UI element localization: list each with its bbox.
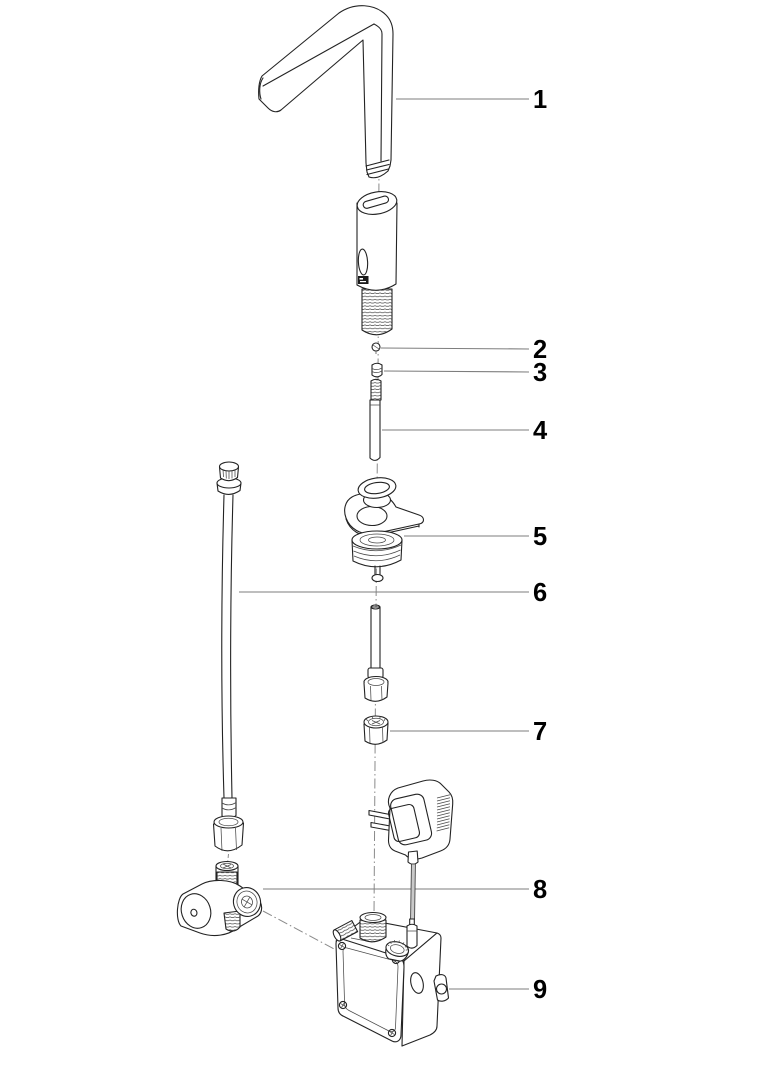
- callout-4: 4: [533, 417, 548, 445]
- valve-bottom-port: [224, 911, 240, 931]
- box-inlet-cylinder: [360, 913, 386, 942]
- power-cable: [407, 864, 417, 948]
- callout-7: 7: [533, 718, 548, 746]
- part-mounting-set: [345, 475, 424, 581]
- cable-strain-relief: [408, 851, 418, 864]
- callout-2: 2: [533, 336, 548, 364]
- callout-9: 9: [533, 976, 548, 1004]
- connecting-pipe: [364, 605, 388, 701]
- brand-logo: [358, 276, 369, 284]
- callout-8: 8: [533, 876, 548, 904]
- part-ring: [372, 343, 380, 354]
- callout-1: 1: [533, 86, 548, 114]
- part-small-fitting: [372, 363, 382, 377]
- part-spout: [259, 6, 393, 178]
- part-control-box: [332, 913, 449, 1047]
- sensor-body: [355, 189, 398, 335]
- power-adapter: [369, 780, 453, 864]
- callout-3: 3: [533, 359, 548, 387]
- callout-5: 5: [533, 523, 548, 551]
- hose-bottom-fitting: [214, 798, 244, 851]
- part-valve: [177, 862, 264, 936]
- part-hose: [214, 462, 244, 851]
- hose-top-fitting: [217, 462, 241, 494]
- part-rod: [370, 379, 381, 460]
- callout-labels: [533, 86, 548, 1004]
- plug-prong: [369, 811, 390, 820]
- cable-connector: [407, 924, 417, 948]
- callout-6: 6: [533, 579, 548, 607]
- part-nut: [364, 716, 388, 744]
- mounting-base: [352, 531, 402, 582]
